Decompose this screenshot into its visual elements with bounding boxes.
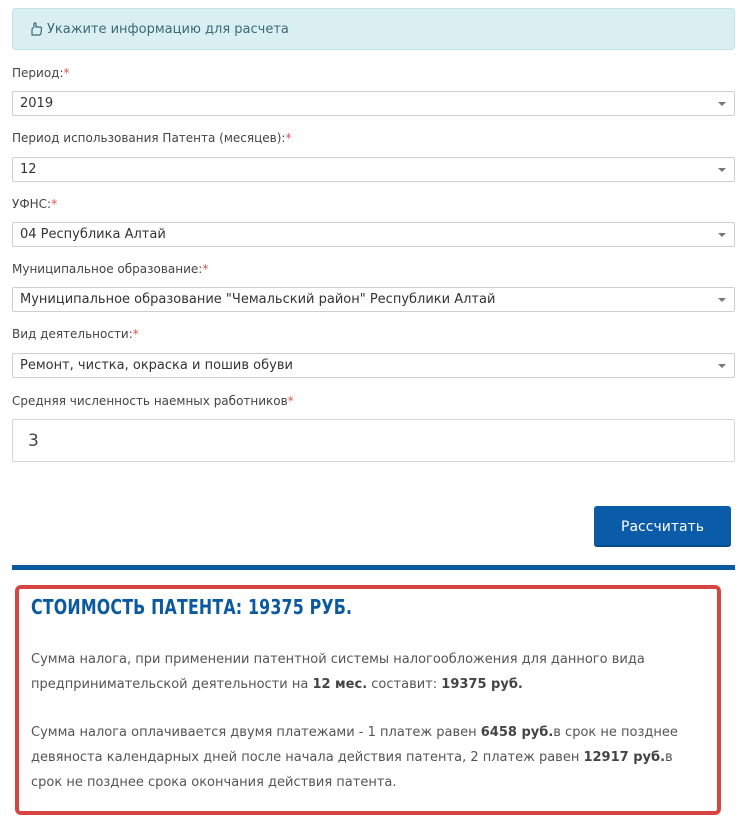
required-mark: *: [51, 197, 58, 211]
months-select[interactable]: [12, 157, 735, 182]
municipality-select[interactable]: [12, 287, 735, 312]
result-title: СТОИМОСТЬ ПАТЕНТА: 19375 РУБ.: [31, 595, 353, 619]
employees-label: Средняя численность наемных работников*: [12, 394, 294, 408]
activity-select[interactable]: [12, 353, 735, 378]
required-mark: *: [63, 66, 70, 80]
chevron-down-icon: [718, 233, 726, 237]
period-select[interactable]: [12, 91, 735, 116]
months-count: 12 мес.: [312, 677, 368, 692]
required-mark: *: [285, 131, 292, 145]
ufns-select[interactable]: [12, 222, 735, 247]
municipality-label: Муниципальное образование:*: [12, 262, 209, 276]
chevron-down-icon: [718, 364, 726, 368]
chevron-down-icon: [718, 298, 726, 302]
ufns-value: 04 Республика Алтай: [20, 227, 166, 242]
activity-value: Ремонт, чистка, окраска и пошив обуви: [20, 358, 293, 373]
total-sum: 19375 руб.: [441, 677, 523, 692]
section-divider: [12, 565, 735, 570]
payment-2: 12917 руб.: [583, 750, 666, 765]
info-text: Укажите информацию для расчета: [47, 21, 289, 37]
chevron-down-icon: [718, 168, 726, 172]
info-banner: [12, 8, 735, 50]
required-mark: *: [287, 394, 294, 408]
ufns-label: УФНС:*: [12, 197, 58, 211]
result-panel: [15, 585, 721, 815]
employees-value: 3: [28, 430, 39, 451]
employees-input[interactable]: [12, 419, 735, 462]
activity-label: Вид деятельности:*: [12, 327, 139, 341]
period-value: 2019: [20, 96, 54, 111]
payment-1: 6458 руб.: [480, 725, 554, 740]
required-mark: *: [202, 262, 209, 276]
months-label: Период использования Патента (месяцев):*: [12, 131, 292, 145]
period-label: Период:*: [12, 66, 70, 80]
required-mark: *: [132, 327, 139, 341]
chevron-down-icon: [718, 102, 726, 106]
calculate-button[interactable]: Рассчитать: [594, 506, 731, 547]
months-value: 12: [20, 162, 37, 177]
hand-point-icon: [29, 22, 43, 36]
result-paragraph-2: Сумма налога оплачивается двумя платежами - 1 платеж равен 6458 руб.в срок не позднее девяноста календарных дней после начала действия патента, 2 платеж равен 12917 руб.в срок не позднее срока окончания действия патента.: [31, 725, 678, 790]
municipality-value: Муниципальное образование "Чемальский район" Республики Алтай: [20, 292, 496, 307]
result-paragraph-1: Сумма налога, при применении патентной системы налогообложения для данного вида предпринимательской деятельности на 12 мес. составит: 19375 руб.: [31, 652, 645, 692]
